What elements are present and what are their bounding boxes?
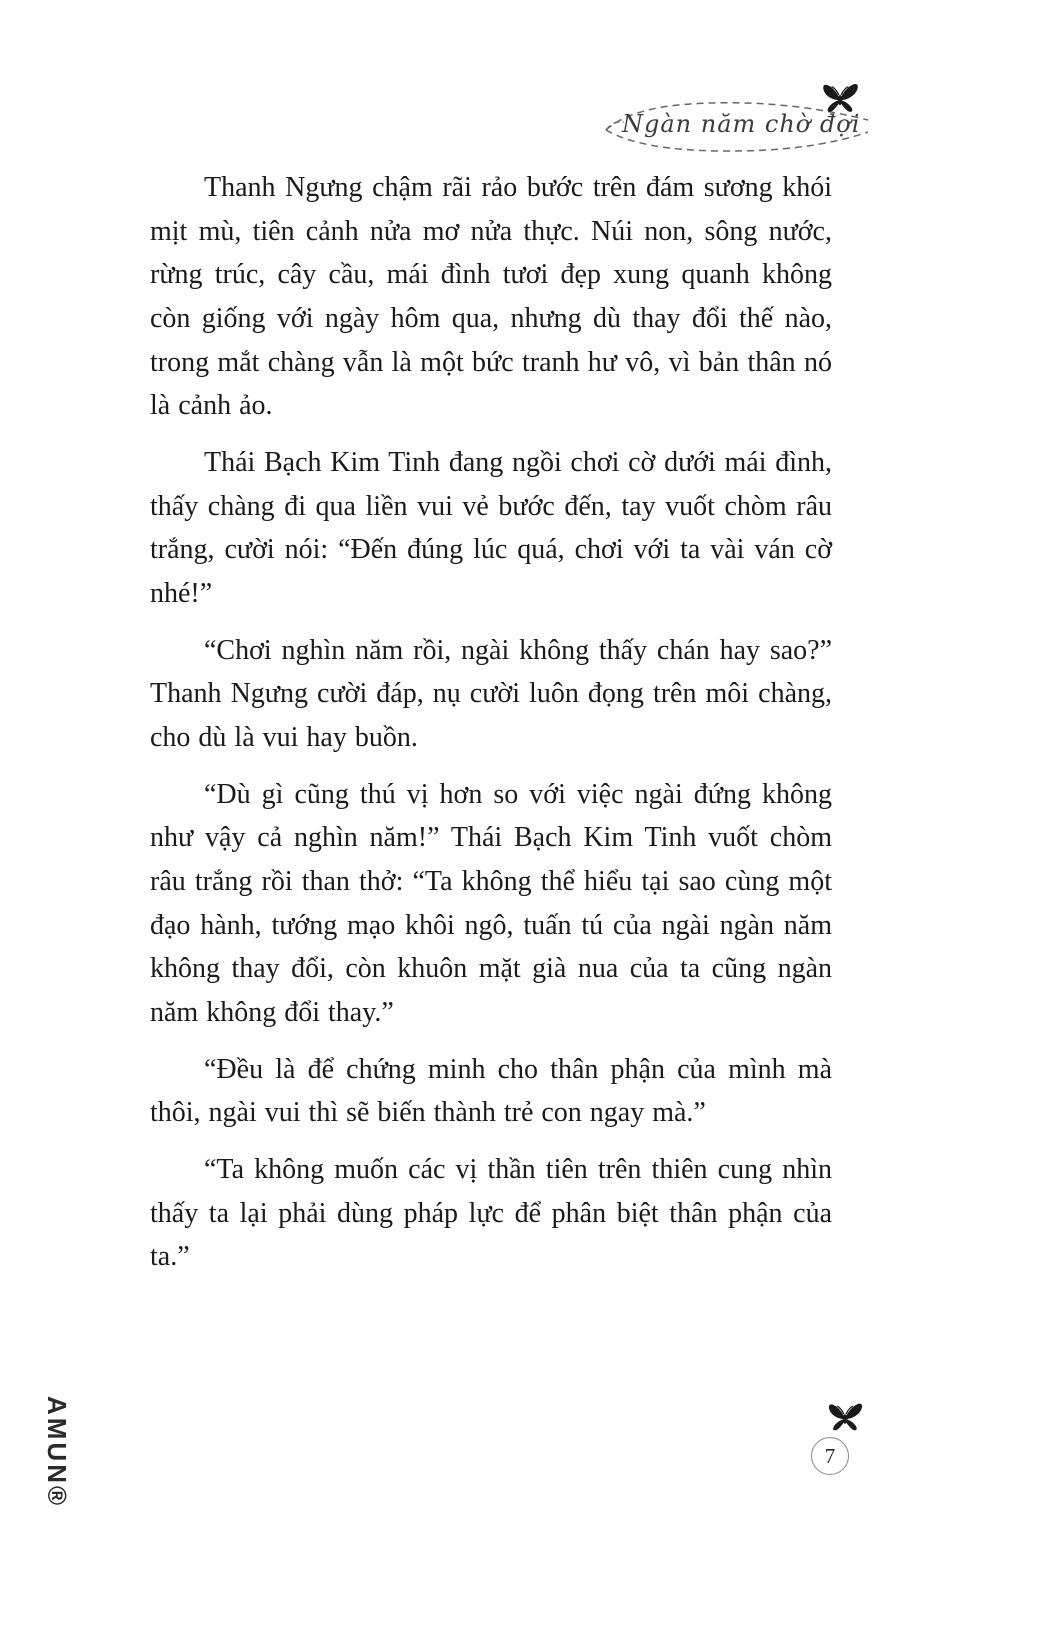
paragraph: “Đều là để chứng minh cho thân phận của mình mà thôi, ngài vui thì sẽ biến thành trẻ con ngay mà.” xyxy=(150,1053,832,1129)
paragraph: Thái Bạch Kim Tinh đang ngồi chơi cờ dưới mái đình, thấy chàng đi qua liền vui vẻ bước đến, tay vuốt chòm râu trắng, cười nói: “Đến đúng lúc quá, chơi với ta vài ván cờ nhé!” xyxy=(150,447,832,610)
body-text xyxy=(150,166,832,1292)
page-number-badge xyxy=(811,1437,849,1475)
butterfly-icon xyxy=(822,1394,868,1440)
paragraph: Thanh Ngưng chậm rãi rảo bước trên đám sương khói mịt mù, tiên cảnh nửa mơ nửa thực. Núi non, sông nước, rừng trúc, cây cầu, mái đình tươi đẹp xung quanh không còn giống với ngày hôm qua, nhưng dù thay đổi thế nào, trong mắt chàng vẫn là một bức tranh hư vô, vì bản thân nó là cảnh ảo. xyxy=(150,172,832,422)
running-head-title: Ngàn năm chờ đợi xyxy=(622,110,861,138)
paragraph: “Dù gì cũng thú vị hơn so với việc ngài đứng không như vậy cả nghìn năm!” Thái Bạch Kim Tinh vuốt chòm râu trắng rồi than thở: “Ta không thể hiểu tại sao cùng một đạo hành, tướng mạo khôi ngô, tuấn tú của ngài ngàn năm không thay đổi, còn khuôn mặt già nua của ta cũng ngàn năm không đổi thay.” xyxy=(150,778,832,1029)
butterfly-icon xyxy=(816,74,864,122)
publisher-logo: AMUN® xyxy=(42,1396,72,1509)
paragraph: “Ta không muốn các vị thần tiên trên thiên cung nhìn thấy ta lại phải dùng pháp lực để phân biệt thân phận của ta.” xyxy=(150,1154,832,1273)
page-number: 7 xyxy=(824,1443,836,1468)
paragraph: “Chơi nghìn năm rồi, ngài không thấy chán hay sao?” Thanh Ngưng cười đáp, nụ cười luôn đọng trên môi chàng, cho dù là vui hay buồn. xyxy=(150,634,832,754)
